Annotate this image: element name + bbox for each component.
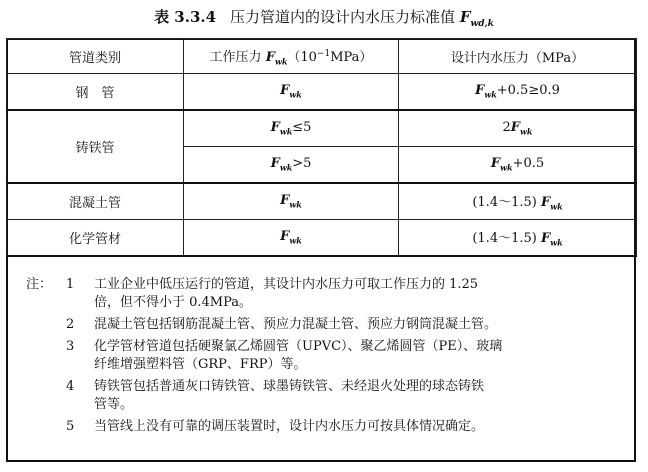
- note-text: 铸铁管包括普通灰口铸铁管、球墨铸铁管、未经退火处理的球态铸铁: [94, 379, 485, 394]
- note-number: 2: [66, 317, 75, 332]
- note-text: 当管线上没有可靠的调压装置时，设计内水压力可按具体情况确定。: [94, 419, 485, 434]
- row-design-pressure: (1.4～1.5) $F_{wk}$: [399, 183, 637, 220]
- header-category: 管道类别: [7, 39, 184, 74]
- note-number: 3: [66, 339, 75, 354]
- note-text: 工业企业中低压运行的管道，其设计内水压力可取工作压力的 1.25: [94, 277, 479, 292]
- row-category: 钢 管: [7, 74, 184, 111]
- note-text: 管等。: [94, 397, 134, 412]
- note-text: 化学管材管道包括硬聚氯乙烯圆管（UPVC）、聚乙烯圆管（PE）、玻璃: [94, 339, 503, 354]
- note-text: 纤维增强塑料管（GRP、FRP）等。: [94, 357, 307, 372]
- row-category: 铸铁管: [7, 110, 184, 183]
- table-notes: [6, 268, 636, 462]
- row-working-pressure: $F_{wk}$: [184, 74, 399, 111]
- row-category: 化学管材: [7, 220, 184, 257]
- notes-label: 注：: [26, 277, 53, 292]
- note-text: 混凝土管包括钢筋混凝土管、预应力混凝土管、预应力钢筒混凝土管。: [94, 317, 498, 332]
- note-number: 4: [66, 379, 75, 394]
- row-category: 混凝土管: [7, 183, 184, 220]
- table-row: [7, 110, 637, 147]
- note-number: 1: [66, 277, 75, 292]
- table-caption: [0, 4, 648, 30]
- header-working-pressure: 工作压力 $F_{wk}(10^{-1}MPa)$: [184, 39, 399, 74]
- table-row: [7, 74, 637, 111]
- note-text: 倍，但不得小于 0.4MPa。: [94, 295, 253, 310]
- caption-symbol: $F_{wd,k}$: [459, 8, 494, 29]
- row-working-pressure: $F_{wk}>5$: [184, 147, 399, 184]
- table-row: [7, 220, 637, 257]
- note-number: 5: [66, 419, 75, 434]
- row-design-pressure: (1.4～1.5) $F_{wk}$: [399, 220, 637, 257]
- row-working-pressure: $F_{wk}\le 5$: [184, 110, 399, 147]
- table-row: [7, 183, 637, 220]
- row-design-pressure: $F_{wk}+0.5\ge 0.9$: [399, 74, 637, 111]
- header-working-symbol: $F_{wk}$: [265, 49, 288, 67]
- row-design-pressure: $F_{wk}+0.5$: [399, 147, 637, 184]
- row-working-pressure: $F_{wk}$: [184, 183, 399, 220]
- header-design-pressure: 设计内水压力（MPa）: [399, 39, 637, 74]
- design-pressure-table: [6, 38, 637, 257]
- table-number: 表 3.3.4: [154, 8, 217, 26]
- row-design-pressure: $2F_{wk}$: [399, 110, 637, 147]
- table-title: 压力管道内的设计内水压力标准值: [230, 8, 456, 26]
- table-header-row: [7, 39, 637, 74]
- row-working-pressure: $F_{wk}$: [184, 220, 399, 257]
